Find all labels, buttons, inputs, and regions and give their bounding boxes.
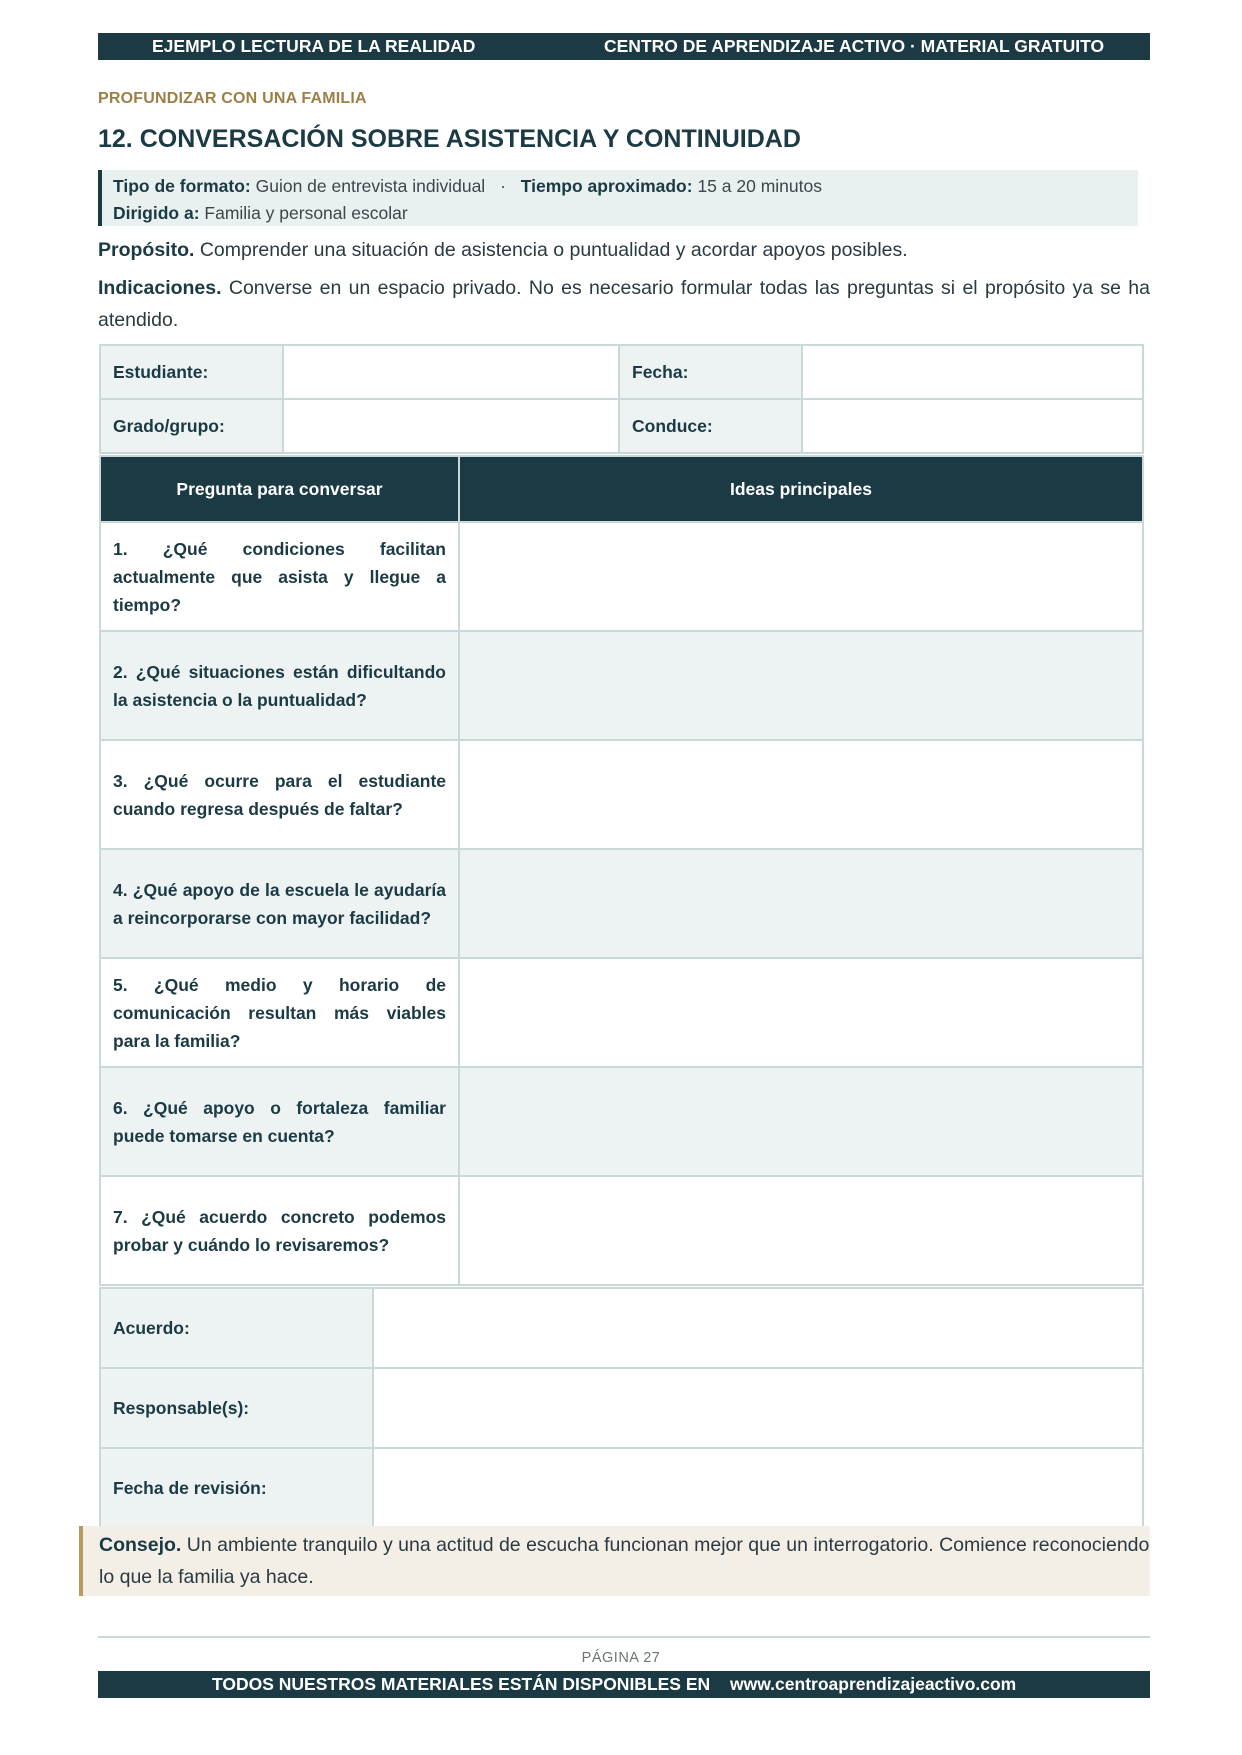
ideas-field[interactable] <box>459 631 1143 740</box>
ideas-field[interactable] <box>459 1176 1143 1285</box>
ideas-field[interactable] <box>459 522 1143 631</box>
agreement-table <box>99 1287 1144 1529</box>
responsible-field[interactable] <box>373 1368 1143 1448</box>
review-date-field[interactable] <box>373 1448 1143 1528</box>
header-left-text: EJEMPLO LECTURA DE LA REALIDAD <box>152 36 476 56</box>
footer-bar <box>98 1671 1150 1698</box>
ideas-field[interactable] <box>459 849 1143 958</box>
student-label: Estudiante: <box>100 345 283 399</box>
questions-table <box>99 455 1144 1286</box>
agreement-field[interactable] <box>373 1288 1143 1368</box>
date-label: Fecha: <box>619 345 802 399</box>
table-row <box>100 631 1143 740</box>
date-field[interactable] <box>802 345 1143 399</box>
leader-label: Conduce: <box>619 399 802 453</box>
audience-value: Familia y personal escolar <box>204 203 408 223</box>
time-label: Tiempo aproximado: <box>520 176 693 196</box>
table-row <box>100 1176 1143 1285</box>
table-row <box>100 522 1143 631</box>
agreement-label: Acuerdo: <box>100 1288 373 1368</box>
tip-label: Consejo. <box>99 1534 182 1556</box>
page-number: PÁGINA 27 <box>581 1650 661 1666</box>
instructions-text: Converse en un espacio privado. No es necesario formular todas las preguntas si el propósito ya se ha atendido. <box>98 277 1150 331</box>
question-cell: 6. ¿Qué apoyo o fortaleza familiar puede tomarse en cuenta? <box>100 1067 459 1176</box>
footer-left-text: TODOS NUESTROS MATERIALES ESTÁN DISPONIBLES EN <box>212 1674 711 1694</box>
ideas-field[interactable] <box>459 958 1143 1067</box>
meta-line-2 <box>113 200 1138 227</box>
purpose-text: Comprender una situación de asistencia o puntualidad y acordar apoyos posibles. <box>199 239 908 261</box>
footer-url-link[interactable]: www.centroaprendizajeactivo.com <box>730 1674 1017 1694</box>
info-table <box>99 344 1144 454</box>
meta-line-1 <box>113 173 1138 200</box>
question-cell: 2. ¿Qué situaciones están dificultando la asistencia o la puntualidad? <box>100 631 459 740</box>
table-row <box>100 740 1143 849</box>
time-value: 15 a 20 minutos <box>697 176 822 196</box>
audience-label: Dirigido a: <box>113 203 200 223</box>
student-field[interactable] <box>283 345 619 399</box>
question-cell: 5. ¿Qué medio y horario de comunicación resultan más viables para la familia? <box>100 958 459 1067</box>
page-title: 12. CONVERSACIÓN SOBRE ASISTENCIA Y CONTINUIDAD <box>98 125 801 153</box>
question-cell: 1. ¿Qué condiciones facilitan actualmente que asista y llegue a tiempo? <box>100 522 459 631</box>
ideas-field[interactable] <box>459 740 1143 849</box>
header-bar <box>98 33 1150 60</box>
meta-box <box>98 170 1138 226</box>
table-row <box>100 958 1143 1067</box>
question-cell: 4. ¿Qué apoyo de la escuela le ayudaría a reincorporarse con mayor facilidad? <box>100 849 459 958</box>
header-right-text: CENTRO DE APRENDIZAJE ACTIVO · MATERIAL GRATUITO <box>604 36 1105 56</box>
purpose-label: Propósito. <box>98 239 195 261</box>
grade-label: Grado/grupo: <box>100 399 283 453</box>
format-label: Tipo de formato: <box>113 176 251 196</box>
format-value: Guion de entrevista individual <box>255 176 486 196</box>
footer-divider <box>98 1636 1150 1638</box>
meta-separator: · <box>500 176 506 196</box>
review-date-label: Fecha de revisión: <box>100 1448 373 1528</box>
grade-field[interactable] <box>283 399 619 453</box>
instructions-label: Indicaciones. <box>98 277 222 299</box>
tip-box <box>79 1526 1150 1596</box>
responsible-label: Responsable(s): <box>100 1368 373 1448</box>
ideas-field[interactable] <box>459 1067 1143 1176</box>
leader-field[interactable] <box>802 399 1143 453</box>
col-question-header: Pregunta para conversar <box>100 456 459 522</box>
section-kicker: PROFUNDIZAR CON UNA FAMILIA <box>98 90 367 107</box>
col-ideas-header: Ideas principales <box>459 456 1143 522</box>
table-row <box>100 1067 1143 1176</box>
table-row <box>100 849 1143 958</box>
tip-text: Un ambiente tranquilo y una actitud de escucha funcionan mejor que un interrogatorio. Comience reconociendo lo que la familia ya hace. <box>99 1534 1150 1588</box>
instructions-paragraph <box>98 272 1150 336</box>
purpose-paragraph <box>98 234 1150 266</box>
question-cell: 3. ¿Qué ocurre para el estudiante cuando regresa después de faltar? <box>100 740 459 849</box>
question-cell: 7. ¿Qué acuerdo concreto podemos probar y cuándo lo revisaremos? <box>100 1176 459 1285</box>
